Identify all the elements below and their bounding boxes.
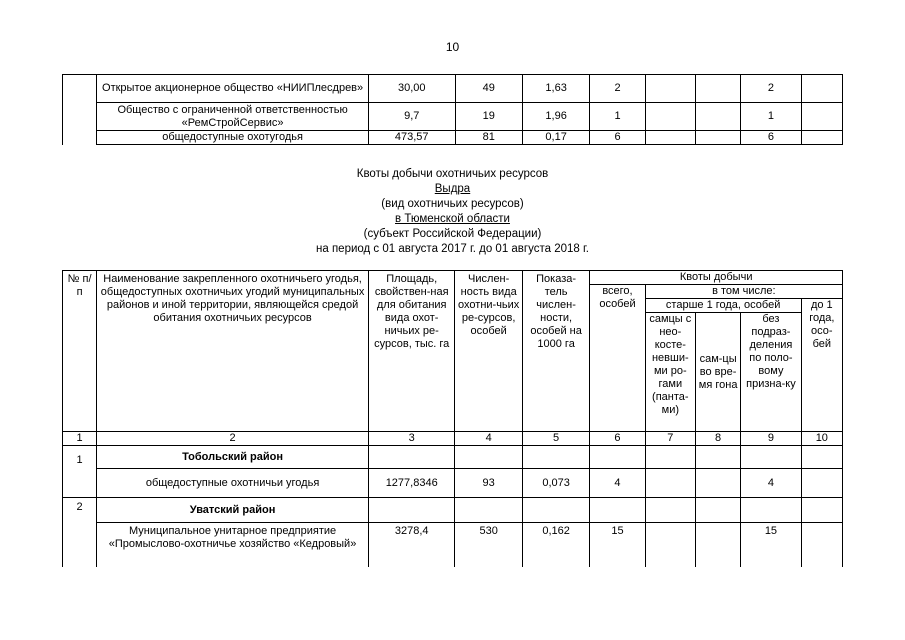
cell-density: 0,073 (522, 469, 589, 498)
caption-region-note: (субъект Российской Федерации) (363, 228, 542, 240)
cell-c9: 15 (741, 523, 801, 568)
cell-c7 (645, 103, 695, 131)
cell-c9: 1 (741, 103, 801, 131)
cell-c9: 4 (741, 469, 801, 498)
header-males-rut: сам-цы во вре-мя гона (695, 313, 740, 432)
table-row (63, 131, 843, 145)
cell-total: 6 (590, 131, 645, 145)
cell-area: 473,57 (368, 131, 455, 145)
cell-c7 (645, 75, 695, 103)
table-row (63, 523, 843, 568)
caption-species: Выдра (434, 183, 471, 195)
cell-density: 0,162 (522, 523, 589, 568)
cell-c10 (801, 523, 842, 568)
cell-area: 9,7 (368, 103, 455, 131)
section-number: 2 (63, 498, 97, 568)
cell-total: 15 (590, 523, 645, 568)
empty-num-cell (63, 75, 97, 145)
section-title-row (63, 446, 843, 469)
table-caption (0, 167, 905, 257)
col-number: 1 (63, 432, 97, 446)
row-name: Муниципальное унитарное предприятие «Промыслово-охотничье хозяйство «Кедровый» (97, 523, 369, 568)
cell-c9: 6 (741, 131, 801, 145)
cell-area: 1277,8346 (368, 469, 455, 498)
col-number: 2 (97, 432, 369, 446)
cell-c8 (695, 523, 740, 568)
header-row (63, 271, 843, 285)
table-row (63, 103, 843, 131)
quota-table (62, 270, 843, 567)
section-title: Уватский район (97, 498, 369, 523)
cell-c10 (801, 103, 842, 131)
header-quotas: Квоты добычи (590, 271, 843, 285)
header-num: № п/п (63, 271, 97, 432)
caption-species-note: (вид охотничьих ресурсов) (381, 198, 524, 210)
col-number: 7 (645, 432, 695, 446)
continuation-table (62, 74, 843, 145)
header-males-horns: самцы с нео-косте-невши-ми ро-гами (панта-ми) (645, 313, 695, 432)
cell-area: 3278,4 (368, 523, 455, 568)
cell-c8 (696, 75, 741, 103)
col-number: 5 (522, 432, 589, 446)
row-name: Открытое акционерное общество «НИИПлесдрев» (97, 75, 369, 103)
row-name: Общество с ограниченной ответственностью «РемСтройСервис» (97, 103, 369, 131)
col-number: 10 (801, 432, 842, 446)
cell-c8 (696, 103, 741, 131)
col-number: 4 (455, 432, 522, 446)
page-number: 10 (445, 40, 460, 54)
cell-count: 93 (455, 469, 522, 498)
cell-density: 0,17 (522, 131, 589, 145)
caption-region: в Тюменской области (395, 213, 510, 225)
header-area: Площадь, свойствен-ная для обитания вида охот-ничьих ре-сурсов, тыс. га (368, 271, 455, 432)
cell-density: 1,63 (522, 75, 589, 103)
row-name: общедоступные охотничьи угодья (97, 469, 369, 498)
cell-density: 1,96 (522, 103, 589, 131)
col-number: 8 (695, 432, 740, 446)
section-title: Тобольский район (97, 446, 369, 469)
cell-total: 2 (590, 75, 645, 103)
caption-period: на период с 01 августа 2017 г. до 01 августа 2018 г. (316, 243, 589, 255)
cell-c7 (645, 131, 695, 145)
table-row (63, 469, 843, 498)
header-including: в том числе: (645, 285, 842, 299)
header-total: всего, особей (590, 285, 645, 432)
cell-count: 19 (455, 103, 522, 131)
cell-c10 (801, 131, 842, 145)
cell-c7 (645, 523, 695, 568)
section-number: 1 (63, 446, 97, 498)
cell-count: 81 (455, 131, 522, 145)
cell-count: 530 (455, 523, 522, 568)
header-count: Числен-ность вида охотни-чьих ре-сурсов, особей (455, 271, 522, 432)
cell-total: 1 (590, 103, 645, 131)
cell-total: 4 (590, 469, 645, 498)
header-under1: до 1 года, осо-бей (801, 299, 842, 432)
table-row (63, 75, 843, 103)
header-name: Наименование закрепленного охотничьего угодья, общедоступных охотничьих угодий муниципальных районов и иной территории, являющейся средой обитания охотничьих ресурсов (97, 271, 369, 432)
col-number: 3 (368, 432, 455, 446)
column-number-row (63, 432, 843, 446)
cell-c8 (695, 469, 740, 498)
header-density: Показа-тель числен-ности, особей на 1000 га (522, 271, 589, 432)
cell-c10 (801, 75, 842, 103)
section-title-row (63, 498, 843, 523)
row-name: общедоступные охотугодья (97, 131, 369, 145)
cell-c8 (696, 131, 741, 145)
cell-area: 30,00 (368, 75, 455, 103)
col-number: 9 (741, 432, 801, 446)
cell-count: 49 (455, 75, 522, 103)
col-number: 6 (590, 432, 645, 446)
cell-c9: 2 (741, 75, 801, 103)
cell-c10 (801, 469, 842, 498)
header-no-sex: без подраз-деления по поло-вому призна-ку (741, 313, 801, 432)
header-older: старше 1 года, особей (645, 299, 801, 313)
cell-c7 (645, 469, 695, 498)
caption-title: Квоты добычи охотничьих ресурсов (356, 168, 549, 180)
